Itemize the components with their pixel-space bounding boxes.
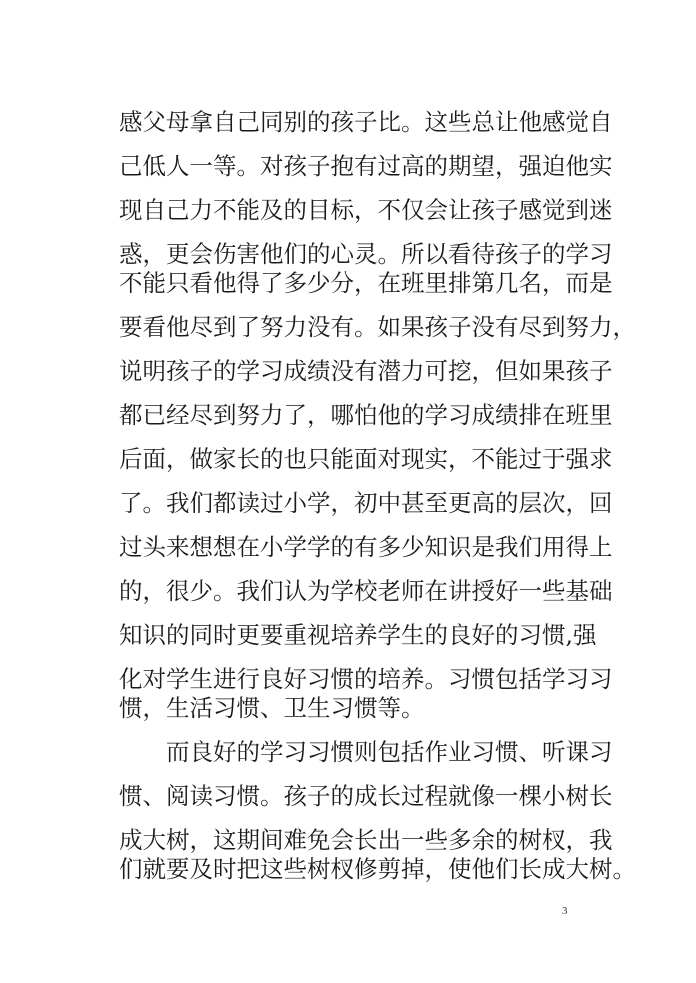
paragraph-1-line-7: 说明孩子的学习成绩没有潜力可挖，但如果孩子	[119, 357, 613, 385]
paragraph-2-line-3: 成大树，这期间难免会长出一些多余的树杈，我	[119, 826, 613, 854]
paragraph-1-line-12: 的，很少。我们认为学校老师在讲授好一些基础	[119, 577, 613, 605]
paragraph-1-line-10: 了。我们都读过小学，初中甚至更高的层次，回	[119, 489, 613, 517]
paragraph-1-line-2: 己低人一等。对孩子抱有过高的期望，强迫他实	[119, 152, 613, 180]
paragraph-2-line-4: 们就要及时把这些树杈修剪掉，使他们长成大树。	[119, 855, 636, 883]
paragraph-1-line-8: 都已经尽到努力了，哪怕他的学习成绩排在班里	[119, 401, 613, 429]
paragraph-2-line-1: 而良好的学习习惯则包括作业习惯、听课习	[166, 738, 613, 766]
paragraph-2-line-2: 惯、阅读习惯。孩子的成长过程就像一棵小树长	[119, 782, 613, 810]
paragraph-1-line-3: 现自己力不能及的目标，不仅会让孩子感觉到迷	[119, 196, 613, 224]
paragraph-1-line-15: 惯，生活习惯、卫生习惯等。	[119, 694, 425, 722]
paragraph-1-line-6: 要看他尽到了努力没有。如果孩子没有尽到努力，	[119, 313, 636, 341]
paragraph-1-line-11: 过头来想想在小学学的有多少知识是我们用得上	[119, 533, 613, 561]
page-number: 3	[562, 905, 568, 917]
paragraph-1-line-9: 后面，做家长的也只能面对现实，不能过于强求	[119, 445, 613, 473]
paragraph-1-line-5: 不能只看他得了多少分，在班里排第几名，而是	[119, 269, 613, 297]
paragraph-1-line-14: 化对学生进行良好习惯的培养。习惯包括学习习	[119, 665, 613, 693]
paragraph-1-line-1: 感父母拿自己同别的孩子比。这些总让他感觉自	[119, 108, 613, 136]
paragraph-1-line-13: 知识的同时更要重视培养学生的良好的习惯,强	[119, 621, 597, 649]
paragraph-1-line-4: 惑，更会伤害他们的心灵。所以看待孩子的学习	[119, 240, 613, 268]
